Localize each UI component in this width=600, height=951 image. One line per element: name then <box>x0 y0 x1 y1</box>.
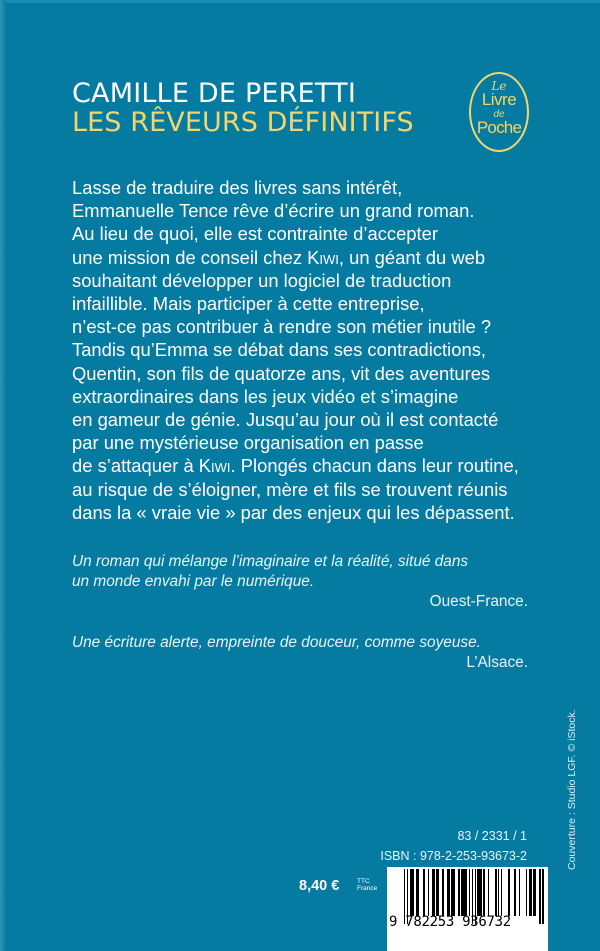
quote-line: Une écriture alerte, empreinte de douceur, comme soyeuse. <box>72 634 481 651</box>
blurb-text: . Plongés chacun dans leur routine, <box>230 455 519 477</box>
logo-livre: Livre <box>481 90 517 109</box>
logo-poche: Poche <box>476 118 522 137</box>
book-title: LES RÊVEURS DÉFINITIFS <box>72 107 414 138</box>
book-blurb <box>72 176 542 524</box>
blurb-line: Au lieu de quoi, elle est contrainte d’accepter <box>72 223 438 245</box>
company-name-kiwi: Kiwi <box>307 246 339 268</box>
blurb-line: Quentin, son fils de quatorze ans, vit des aventures <box>72 362 491 384</box>
press-quote <box>72 552 528 612</box>
price-amount: 8,40 € <box>299 878 340 894</box>
le-livre-de-poche-logo <box>469 72 529 152</box>
blurb-text: de s’attaquer à <box>72 455 199 477</box>
blurb-line: en gameur de génie. Jusqu’au jour où il est contacté <box>72 409 499 431</box>
quote-text <box>72 552 528 592</box>
price-ttc: TTC <box>357 878 370 885</box>
company-name-kiwi: Kiwi <box>198 455 231 477</box>
quote-line: Un roman qui mélange l’imaginaire et la réalité, situé dans <box>72 553 469 570</box>
isbn-number: ISBN : 978-2-253-93673-2 <box>380 849 527 863</box>
blurb-line: par une mystérieuse organisation en passe <box>72 432 424 454</box>
blurb-line: extraordinaires dans les jeux vidéo et s’imagine <box>72 385 459 407</box>
blurb-line: Tandis qu’Emma se débat dans ses contradictions, <box>72 339 487 361</box>
blurb-line: au risque de s’éloigner, mère et fils se trouvent réunis <box>72 478 508 500</box>
logo-de: de <box>493 109 505 120</box>
blurb-line: souhaitant développer un logiciel de traduction <box>72 269 452 291</box>
quote-line: un monde envahi par le numérique. <box>72 573 315 590</box>
blurb-line: dans la « vraie vie » par des enjeux qui les dépassent. <box>72 501 515 523</box>
blurb-line <box>72 454 542 477</box>
blurb-text: une mission de conseil chez <box>72 246 308 268</box>
press-quote <box>72 633 528 673</box>
quote-source: L’Alsace. <box>466 654 528 671</box>
logo-le: Le <box>491 79 507 93</box>
cover-spine-edge <box>0 0 6 951</box>
ean-barcode <box>387 867 548 951</box>
barcode-bar <box>542 869 543 924</box>
author-name: CAMILLE DE PERETTI <box>72 78 356 109</box>
cover-credit: Couverture : Studio LGF. © iStock. <box>566 709 578 870</box>
catalog-reference: 83 / 2331 / 1 <box>457 829 527 843</box>
price-tax-note <box>357 878 387 892</box>
quote-text <box>72 633 528 653</box>
blurb-text: , un géant du web <box>338 246 486 268</box>
blurb-line: infaillible. Mais participer à cette entreprise, <box>72 293 425 315</box>
price-country: France <box>357 885 378 892</box>
blurb-line: Lasse de traduire des livres sans intérêt, <box>72 177 403 198</box>
blurb-line: Emmanuelle Tence rêve d’écrire un grand roman. <box>72 200 475 222</box>
quote-source: Ouest-France. <box>429 593 528 610</box>
barcode-digits: 9 782253 936732 <box>389 914 511 930</box>
blurb-line: n’est-ce pas contribuer à rendre son métier inutile ? <box>72 316 492 338</box>
press-quotes <box>72 552 528 673</box>
cover-top-edge <box>0 0 600 3</box>
blurb-line <box>72 246 542 269</box>
